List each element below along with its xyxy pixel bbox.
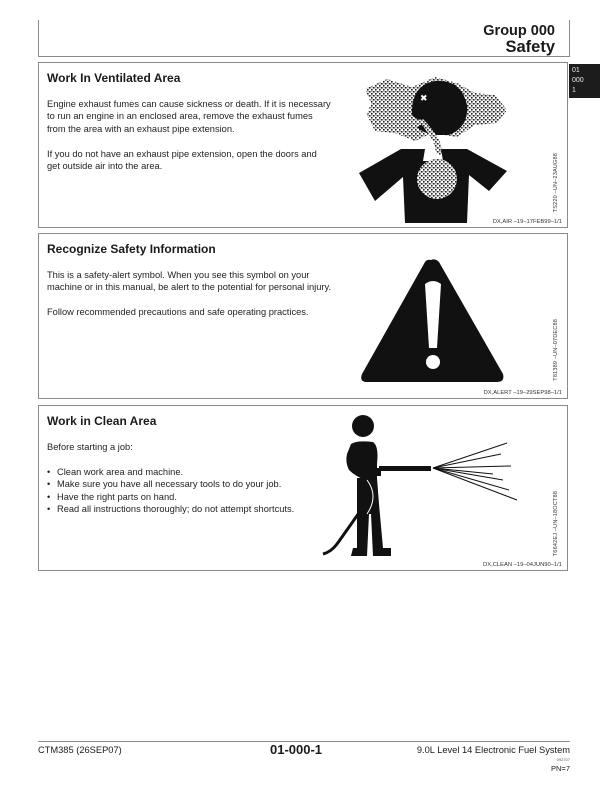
system-title: 9.0L Level 14 Electronic Fuel System xyxy=(416,745,570,755)
bullet-list xyxy=(47,466,332,516)
document-reference: DX,AIR –19–17FEB99–1/1 xyxy=(492,219,562,225)
section-title: Work In Ventilated Area xyxy=(47,71,181,85)
document-reference: DX,ALERT –19–29SEP98–1/1 xyxy=(483,390,562,396)
manual-identifier: CTM385 (26SEP07) xyxy=(38,745,122,755)
section-ventilated-area xyxy=(38,62,568,228)
section-body xyxy=(47,98,332,185)
paragraph: If you do not have an exhaust pipe extension, open the doors and get outside air into the area. xyxy=(47,148,317,172)
list-item: • Have the right parts on hand. xyxy=(47,491,332,503)
section-safety-information xyxy=(38,233,568,399)
print-code: 092707 xyxy=(556,757,570,762)
section-clean-area xyxy=(38,405,568,571)
list-item: • Read all instructions thoroughly; do not attempt shortcuts. xyxy=(47,503,332,515)
thumb-tab-line: 000 xyxy=(572,77,584,84)
pn-label: PN=7 xyxy=(551,764,570,773)
paragraph: This is a safety-alert symbol. When you see this symbol on your machine or in this manual, be alert to the potential for personal injury. xyxy=(47,270,332,293)
page-title: Safety xyxy=(505,38,555,56)
paragraph: Follow recommended precautions and safe operating practices. xyxy=(47,307,309,318)
section-body xyxy=(47,441,332,515)
page-number: 01-000-1 xyxy=(270,742,323,757)
list-item: • Make sure you have all necessary tools to do your job. xyxy=(47,478,332,490)
person-inhaling-fumes-icon xyxy=(357,75,527,225)
list-item: • Clean work area and machine. xyxy=(47,466,332,478)
figure-code: T6642EJ –UN–18OCT88 xyxy=(553,491,559,557)
paragraph: Before starting a job: xyxy=(47,442,133,452)
thumb-tab-line: 01 xyxy=(572,67,580,74)
section-thumb-tab xyxy=(569,64,600,98)
group-label: Group 000 xyxy=(483,23,555,39)
section-title: Work in Clean Area xyxy=(47,414,157,428)
section-body xyxy=(47,269,332,331)
svg-text:✖: ✖ xyxy=(420,94,428,104)
document-reference: DX,CLEAN –19–04JUN90–1/1 xyxy=(483,562,562,568)
paragraph: Engine exhaust fumes can cause sickness or death. If it is necessary to run an engine in an enclosed area, remove the exhaust fumes from the area with an exhaust pipe extension. xyxy=(47,99,331,134)
safety-alert-triangle-icon xyxy=(357,256,507,386)
thumb-tab-line: 1 xyxy=(572,87,576,94)
figure-code: T81389 –UN–07DEC88 xyxy=(553,319,559,381)
person-pressure-washing-icon xyxy=(317,414,537,564)
page-header xyxy=(38,20,570,57)
section-title: Recognize Safety Information xyxy=(47,242,216,256)
figure-code: TS220 –UN–23AUG88 xyxy=(553,153,559,213)
